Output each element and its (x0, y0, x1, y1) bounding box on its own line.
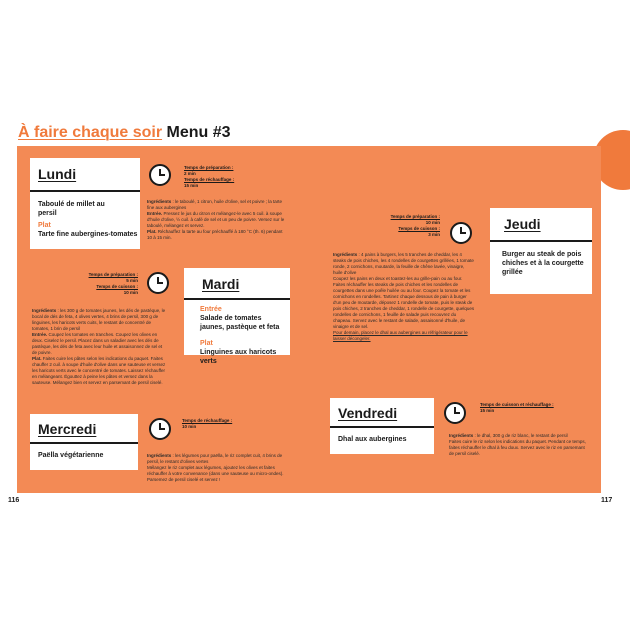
cook-label: Temps de cuisson : (96, 284, 138, 289)
lundi-plat-dish: Tarte fine aubergines-tomates (38, 231, 138, 238)
vendredi-recipe: Ingrédients : le dhal, 300 g de riz blanc, le restant de persil Faites cuire le riz selon les indications du paquet. Pendant ce temps, faites réchauffer le dhal à feu doux. Servez avec le riz en parsemant de persil ciselé. (449, 433, 589, 457)
reheat-label: Temps de réchauffage : (184, 177, 235, 182)
jeudi-cook-value: 3 min (428, 232, 440, 237)
lundi-plat-label: Plat (38, 222, 51, 229)
day-title-vendredi: Vendredi (338, 405, 398, 421)
clock-icon (450, 222, 472, 244)
card-vendredi (330, 398, 434, 454)
clock-icon (444, 402, 466, 424)
lundi-reheat-value: 15 min (184, 183, 199, 188)
card-divider (184, 298, 290, 300)
clock-icon (149, 164, 171, 186)
plat-label: Plat. (147, 229, 157, 234)
jeudi-text: Coupez les pains en deux et toastez-les au grille-pain ou au four. Faites réchauffer les steaks de pois chiches et les rondelles de courgettes dans une poêle huilée ou au four. Coupez la tomate et les cornichons en rondelles. Tartinez chaque dessous de pain à burger d'un peu de moutarde, déposez 1 rondelle de tomate, puis le steak de pois chiches, 2 tranches de cheddar, 1 rondelle de courgette, quelques rondelles de cornichons, 1 feuille de salade puis recouvrez du chapeau. Servez avec le restant de salade, assaisonné d'huile, de vinaigre et de sel. (333, 276, 475, 329)
heading-accent: À faire chaque soir (18, 124, 163, 141)
mercredi-recipe: Ingrédients : les légumes pour paëlla, le riz complet cuit, 4 brins de persil, le restant d'olives vertes Mélangez le riz complet aux légumes, ajoutez les olives et faites réchauffer à votre convenance (dans une sauteuse ou micro-ondes). Parsemez de persil ciselé et servez ! (147, 453, 292, 483)
vendredi-plat-dish: Dhal aux aubergines (338, 436, 407, 443)
jeudi-note: Pour demain, placez le dhal aux aubergines au réfrigérateur pour le laisser décongeler. (333, 330, 468, 341)
vendredi-text: Faites cuire le riz selon les indications du paquet. Pendant ce temps, faites réchauffer le dhal à feu doux. Servez avec le riz en parsemant de persil ciselé. (449, 439, 586, 456)
day-title-lundi: Lundi (38, 166, 77, 182)
mardi-cook-value: 10 min (123, 290, 138, 295)
jeudi-timing (360, 214, 440, 238)
day-title-jeudi: Jeudi (504, 216, 541, 232)
mardi-prep-value: 5 min (126, 278, 138, 283)
mardi-entree-text: Coupez les tomates en tranches. Coupez les olives en deux. Ciselez le persil. Placez dans un saladier avec les dés de pastèque, les dés de feta avec leur huile et assaisonnez de sel et de poivre. (32, 332, 163, 355)
card-divider (490, 240, 592, 242)
cook-label: Temps de cuisson : (398, 226, 440, 231)
mardi-entree-label: Entrée (200, 306, 222, 313)
lundi-entree-text: Pressez le jus du citron et mélangez-le avec 5 cuil. à soupe d'huile d'olive, ½ cuil. à café de sel et un peu de poivre. Versez sur le taboulé, mélangez et servez. (147, 211, 285, 228)
clock-icon (149, 418, 171, 440)
lundi-entree-dish: Taboulé de millet au persil (38, 201, 105, 217)
ingredients-label: Ingrédients (147, 453, 172, 458)
entree-label: Entrée. (32, 332, 48, 337)
card-lundi (30, 158, 140, 249)
mardi-timing (60, 272, 138, 296)
page-number-left: 116 (8, 497, 20, 504)
lundi-plat-text: Réchauffez la tarte au four préchauffé à 180 °C (th. 6) pendant 10 à 15 min. (147, 229, 283, 240)
heading-menu: Menu #3 (166, 124, 231, 141)
cook-reheat-label: Temps de cuisson et réchauffage : (480, 402, 554, 407)
mercredi-timing (182, 418, 282, 430)
ingredients-label: Ingrédients (333, 252, 358, 257)
prep-label: Temps de préparation : (88, 272, 138, 277)
mercredi-ingredients: les légumes pour paëlla, le riz complet cuit, 4 brins de persil, le restant d'olives vertes (147, 453, 283, 464)
day-title-mardi: Mardi (202, 276, 240, 292)
page-heading (18, 124, 231, 142)
mardi-plat-label: Plat (200, 340, 213, 347)
card-divider (30, 442, 138, 444)
lundi-recipe: Ingrédients : le taboulé, 1 citron, huile d'olive, sel et poivre ; la tarte fine aux aubergines Entrée. Pressez le jus du citron et mélangez-le avec 5 cuil. à soupe d'huile d'olive, ½ cuil. à café de sel et un peu de poivre. Versez sur le taboulé, mélangez et servez. Plat. Réchauffez la tarte au four préchauffé à 180 °C (th. 6) pendant 10 à 15 min. (147, 199, 285, 240)
entree-label: Entrée. (147, 211, 163, 216)
ingredients-label: Ingrédients (449, 433, 474, 438)
ingredients-label: Ingrédients (147, 199, 172, 204)
card-mercredi (30, 414, 138, 470)
mercredi-reheat-value: 10 min (182, 424, 197, 429)
mercredi-text: Mélangez le riz complet aux légumes, ajoutez les olives et faites réchauffer à votre convenance (dans une sauteuse ou micro-ondes). Parsemez de persil ciselé et servez ! (147, 465, 284, 482)
card-divider (30, 190, 140, 192)
page-number-right: 117 (601, 497, 613, 504)
mardi-plat-dish: Linguines aux haricots verts (200, 349, 277, 365)
reheat-label: Temps de réchauffage : (182, 418, 233, 423)
prep-label: Temps de préparation : (184, 165, 234, 170)
lundi-ingredients: le taboulé, 1 citron, huile d'olive, sel et poivre ; la tarte fine aux aubergines (147, 199, 282, 210)
card-mardi (184, 268, 290, 365)
jeudi-recipe: Ingrédients : 4 pains à burgers, les 5 tranches de cheddar, les 4 steaks de pois chiches, les 4 rondelles de courgettes grillées, 1 tomate ronde, 2 cornichons, moutarde, la feuille de chêne lavée, vinaigre, huile d'olive Coupez les pains en deux et toastez-les au grille-pain ou au four. Faites réchauffer les steaks de pois chiches et les rondelles de courgettes dans une poêle huilée ou au four. Coupez la tomate et les cornichons en rondelles. Tartinez chaque dessous de pain à burger d'un peu de moutarde, déposez 1 rondelle de tomate, puis le steak de pois chiches, 2 tranches de cheddar, 1 rondelle de courgette, quelques rondelles de cornichons, 1 feuille de salade puis recouvrez du chapeau. Servez avec le restant de salade, assaisonné d'huile, de vinaigre et de sel. Pour demain, placez le dhal aux aubergines au réfrigérateur pour le laisser décongeler. (333, 252, 475, 341)
mercredi-plat-dish: Paëlla végétarienne (38, 452, 104, 459)
card-divider (330, 426, 434, 428)
day-title-mercredi: Mercredi (38, 421, 97, 437)
card-jeudi (490, 208, 592, 294)
mardi-plat-text: Faites cuire les pâtes selon les indications du paquet. Faites chauffer 2 cuil. à soupe d'huile d'olive dans une sauteuse et versez les haricots verts avec le concentré de tomates. Laissez réchauffer en mélangeant. Égouttez à peine les pâtes et versez dans la sauteuse. Mélangez bien et servez en parsemant de persil ciselé. (32, 356, 166, 385)
lundi-timing (184, 165, 304, 189)
jeudi-ingredients: 4 pains à burgers, les 5 tranches de cheddar, les 4 steaks de pois chiches, les 4 rondelles de courgettes grillées, 1 tomate ronde, 2 cornichons, moutarde, la feuille de chêne lavée, vinaigre, huile d'olive (333, 252, 474, 275)
plat-label: Plat. (32, 356, 42, 361)
vendredi-timing (480, 402, 590, 414)
clock-icon (147, 272, 169, 294)
mardi-entree-dish: Salade de tomates jaunes, pastèque et feta (200, 315, 280, 331)
mardi-recipe: Ingrédients : les 300 g de tomates jaunes, les dés de pastèque, le bocal de dés de feta, 4 olives vertes, 4 brins de persil, 300 g de linguines, les haricots verts cuits, le restant de concentré de tomates, 1 brin de persil Entrée. Coupez les tomates en tranches. Coupez les olives en deux. Ciselez le persil. Placez dans un saladier avec les dés de pastèque, les dés de feta avec leur huile et assaisonnez de sel et de poivre. Plat. Faites cuire les pâtes selon les indications du paquet. Faites chauffer 2 cuil. à soupe d'huile d'olive dans une sauteuse et versez les haricots verts avec le concentré de tomates. Laissez réchauffer en mélangeant. Égouttez à peine les pâtes et versez dans la sauteuse. Mélangez bien et servez en parsemant de persil ciselé. (32, 308, 166, 385)
vendredi-ingredients: le dhal, 300 g de riz blanc, le restant de persil (477, 433, 568, 438)
lundi-prep-value: 2 min (184, 171, 196, 176)
mardi-ingredients: les 300 g de tomates jaunes, les dés de pastèque, le bocal de dés de feta, 4 olives vertes, 4 brins de persil, 300 g de linguines, les haricots verts cuits, le restant de concentré de tomates, 1 brin de persil (32, 308, 166, 331)
jeudi-plat-dish: Burger au steak de pois chiches et à la courgette grillée (502, 251, 584, 276)
prep-label: Temps de préparation : (390, 214, 440, 219)
ingredients-label: Ingrédients (32, 308, 57, 313)
jeudi-prep-value: 10 min (425, 220, 440, 225)
vendredi-cook-reheat-value: 15 min (480, 408, 495, 413)
